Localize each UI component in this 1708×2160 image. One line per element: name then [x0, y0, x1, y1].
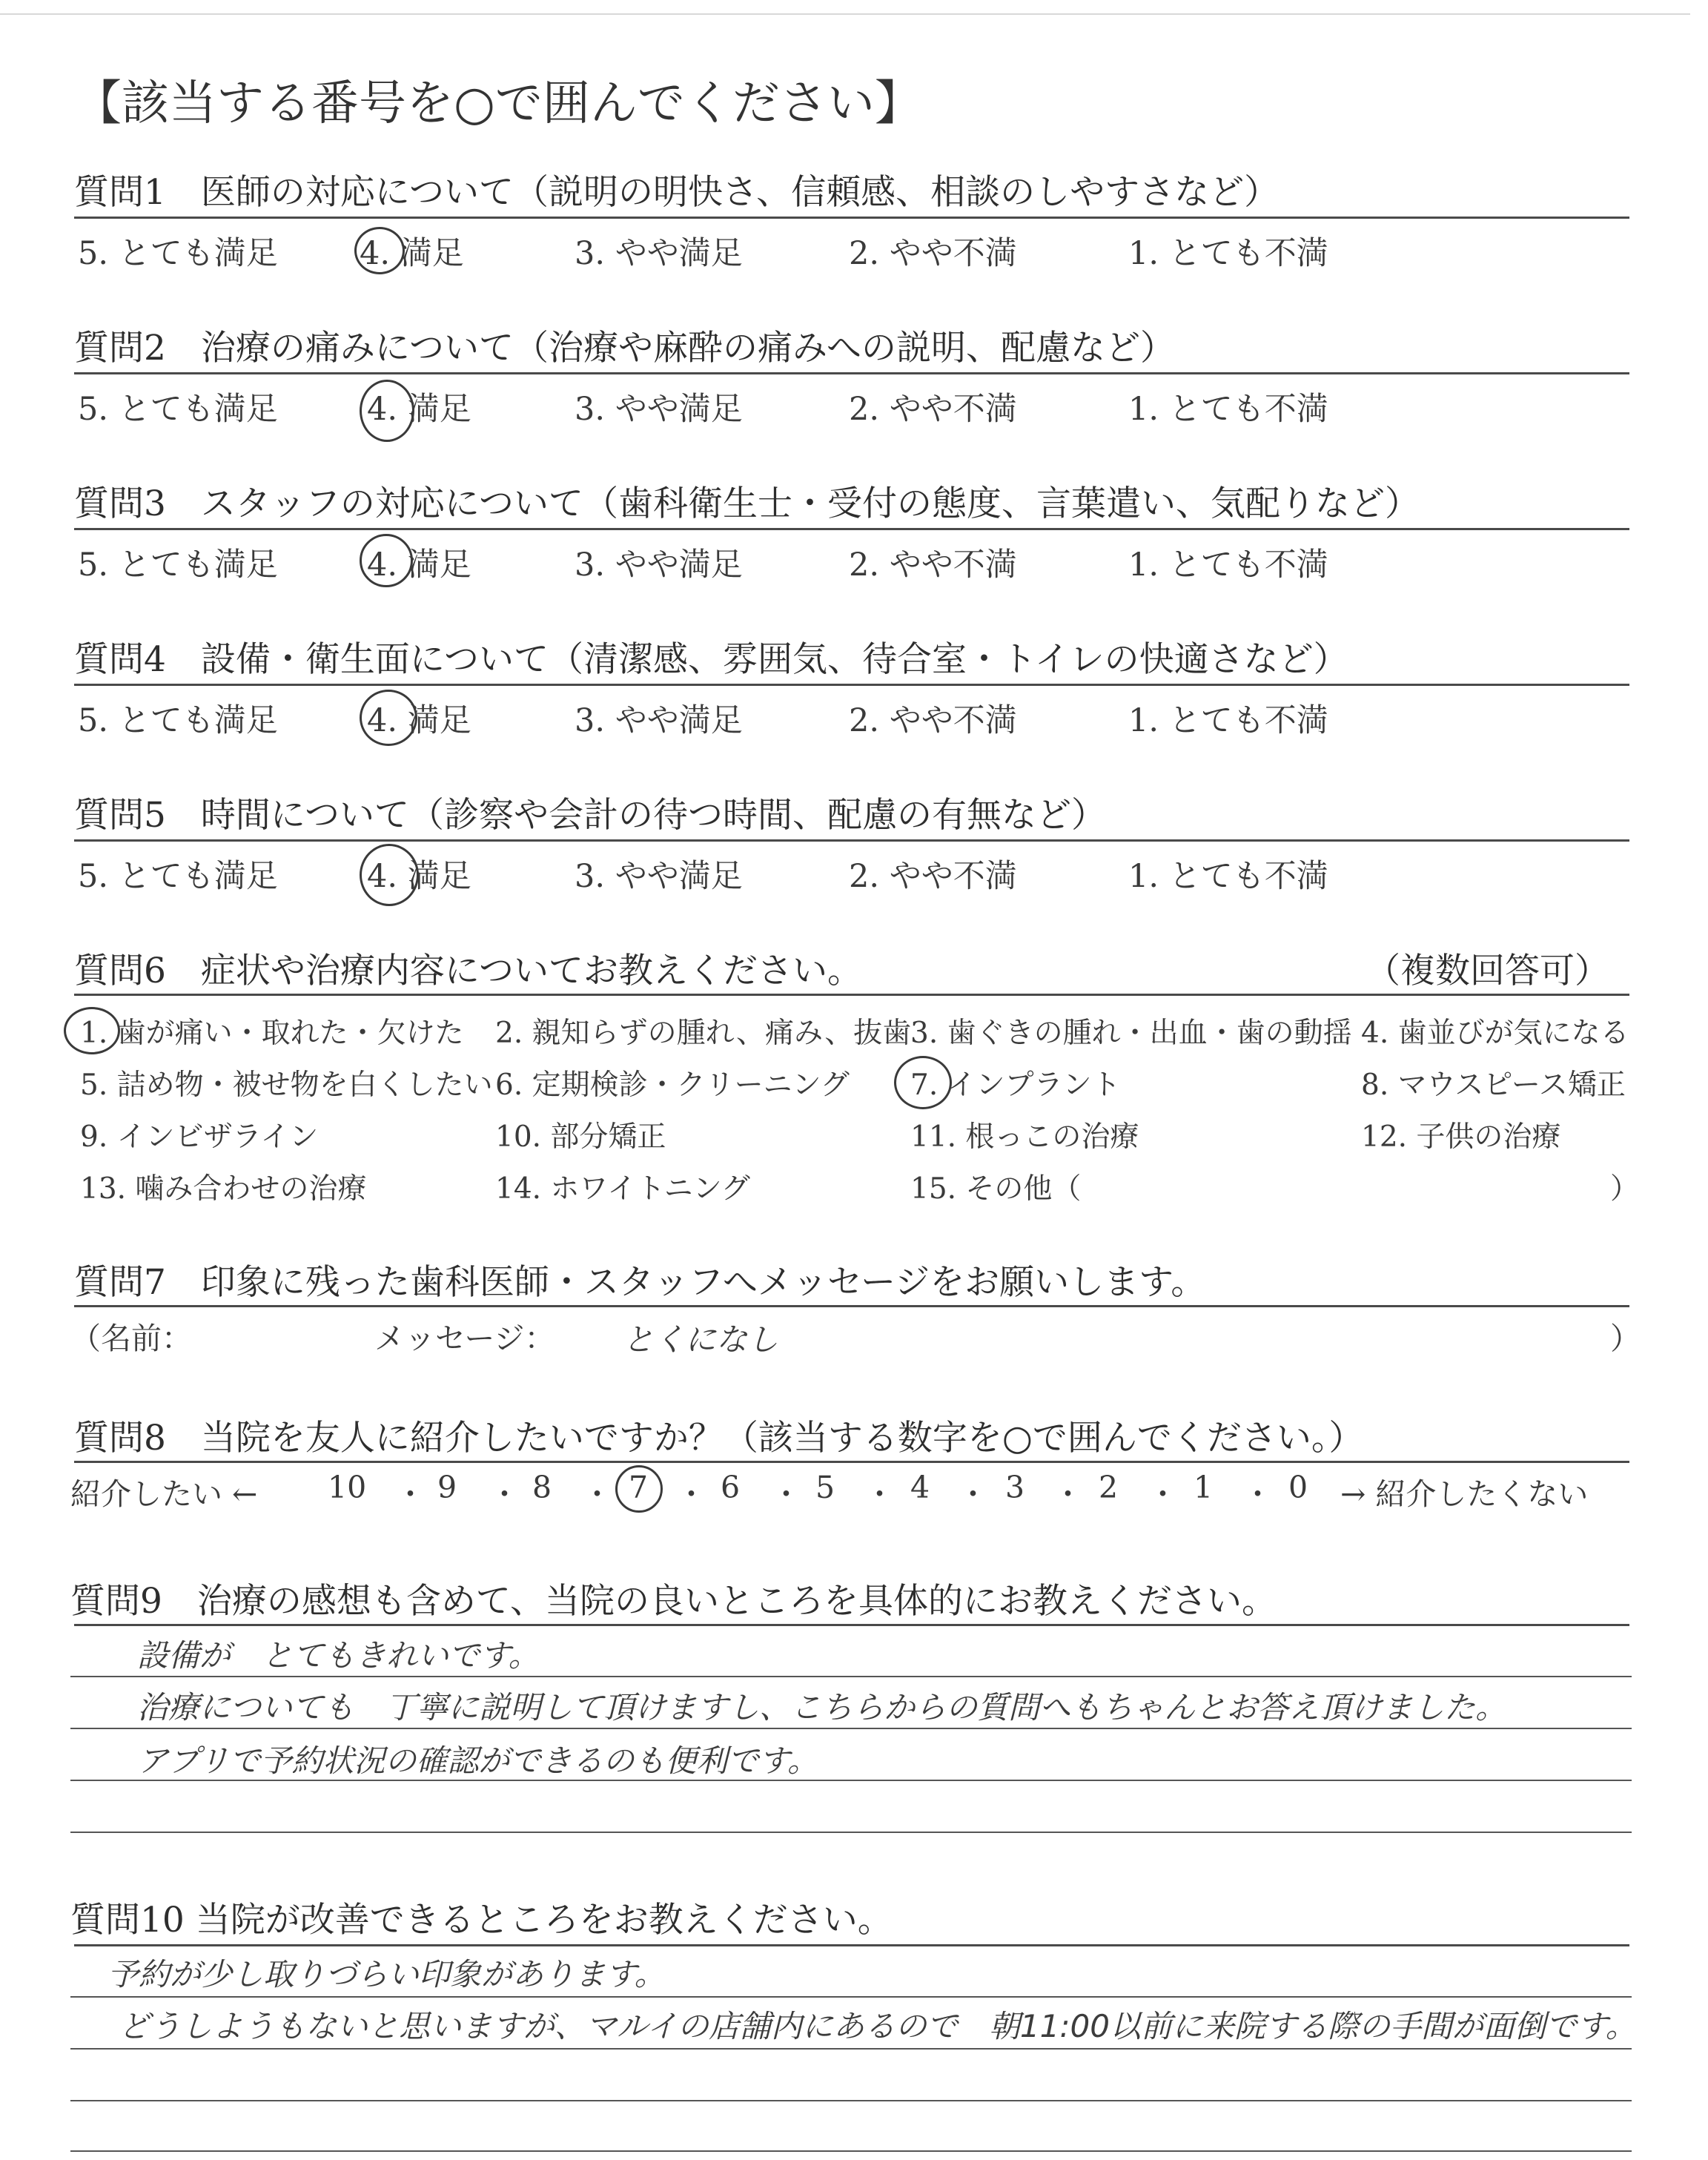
q5-option-3[interactable]: 3. やや満足 — [575, 858, 743, 895]
q7-close-paren: ） — [1610, 1321, 1641, 1356]
q4-option-1[interactable]: 1. とても不満 — [1128, 702, 1328, 739]
q8-scale-sep: ・ — [395, 1476, 426, 1512]
q3-option-3[interactable]: 3. やや満足 — [575, 546, 743, 584]
question-3-rule — [74, 528, 1629, 530]
q6-item-7[interactable]: 7. インプラント — [910, 1069, 1121, 1102]
question-10-label: 質問10 当院が改善できるところをお教えください。 — [70, 1900, 893, 1941]
q8-scale-sep: ・ — [676, 1476, 706, 1512]
q8-scale-sep: ・ — [582, 1476, 612, 1512]
q5-option-1[interactable]: 1. とても不満 — [1128, 858, 1328, 895]
q10-writing-line — [70, 2100, 1632, 2101]
q7-message-value[interactable]: とくになし — [623, 1321, 779, 1358]
q1-option-1[interactable]: 1. とても不満 — [1128, 235, 1328, 272]
question-6-label: 質問6 症状や治療内容についてお教えください。 — [74, 951, 862, 991]
question-2-rule — [74, 372, 1629, 374]
q10-writing-line — [70, 1996, 1632, 1998]
question-5-rule — [74, 839, 1629, 842]
question-9-label: 質問9 治療の感想も含めて、当院の良いところを具体的にお教えください。 — [70, 1581, 1277, 1622]
q8-scale-1[interactable]: 1 — [1194, 1470, 1214, 1505]
q2-option-5[interactable]: 5. とても満足 — [78, 391, 278, 428]
q3-option-5[interactable]: 5. とても満足 — [78, 546, 278, 584]
q8-scale-10[interactable]: 10 — [328, 1470, 367, 1505]
q8-scale-sep: ・ — [489, 1476, 520, 1512]
q8-scale-sep: ・ — [1053, 1476, 1083, 1512]
question-1-label: 質問1 医師の対応について（説明の明快さ、信頼感、相談のしやすさなど） — [74, 172, 1280, 213]
q8-scale-8[interactable]: 8 — [532, 1470, 552, 1505]
q1-option-5[interactable]: 5. とても満足 — [78, 235, 278, 272]
q8-scale-0[interactable]: 0 — [1288, 1470, 1308, 1505]
q5-option-5[interactable]: 5. とても満足 — [78, 858, 278, 895]
q5-option-4[interactable]: 4. 満足 — [367, 858, 471, 895]
q4-option-2[interactable]: 2. やや不満 — [849, 702, 1017, 739]
q9-writing-line — [70, 1832, 1632, 1833]
q3-option-1[interactable]: 1. とても不満 — [1128, 546, 1328, 584]
q1-option-3[interactable]: 3. やや満足 — [575, 235, 743, 272]
q7-message-label: メッセージ： — [374, 1321, 555, 1356]
q2-option-2[interactable]: 2. やや不満 — [849, 391, 1017, 428]
q8-left-label: 紹介したい ← — [70, 1476, 258, 1512]
q2-option-4[interactable]: 4. 満足 — [367, 391, 471, 428]
question-8-rule — [74, 1461, 1629, 1463]
q6-item-3[interactable]: 3. 歯ぐきの腫れ・出血・歯の動揺 — [910, 1017, 1352, 1050]
q5-selection-circle — [360, 844, 419, 906]
question-3-label: 質問3 スタッフの対応について（歯科衛生士・受付の態度、言葉遣い、気配りなど） — [74, 483, 1420, 524]
q8-scale-5[interactable]: 5 — [815, 1470, 835, 1505]
page-title: 【該当する番号を○で囲んでください】 — [74, 76, 922, 131]
scan-top-edge — [0, 13, 1690, 15]
q10-writing-line — [70, 2048, 1632, 2050]
q9-writing-line — [70, 1676, 1632, 1677]
q6-item-11[interactable]: 11. 根っこの治療 — [910, 1120, 1139, 1154]
question-6-rule — [74, 994, 1629, 996]
q6-item-5[interactable]: 5. 詰め物・被せ物を白くしたい — [80, 1069, 493, 1102]
q6-item-15-close-paren: ） — [1610, 1172, 1640, 1206]
q6-item-14[interactable]: 14. ホワイトニング — [495, 1172, 750, 1206]
q10-writing-line — [70, 2150, 1632, 2152]
q1-option-4[interactable]: 4. 満足 — [360, 235, 464, 272]
question-6-multiple-note: （複数回答可） — [1366, 951, 1609, 991]
q1-selection-circle — [354, 227, 405, 274]
q6-item-8[interactable]: 8. マウスピース矯正 — [1361, 1069, 1626, 1102]
question-5-label: 質問5 時間について（診察や会計の待つ時間、配慮の有無など） — [74, 795, 1106, 836]
q8-scale-9[interactable]: 9 — [437, 1470, 457, 1505]
q7-name-label: （名前： — [70, 1321, 192, 1356]
q8-scale-2[interactable]: 2 — [1099, 1470, 1119, 1505]
q6-item-7-circle — [894, 1056, 952, 1109]
question-1-rule — [74, 217, 1629, 219]
q2-option-3[interactable]: 3. やや満足 — [575, 391, 743, 428]
q9-writing-line — [70, 1780, 1632, 1781]
question-4-label: 質問4 設備・衛生面について（清潔感、雰囲気、待合室・トイレの快適さなど） — [74, 639, 1348, 680]
q8-scale-4[interactable]: 4 — [910, 1470, 930, 1505]
question-10-rule — [74, 1944, 1629, 1946]
q6-item-15[interactable]: 15. その他（ — [910, 1172, 1082, 1206]
q6-item-9[interactable]: 9. インビザライン — [80, 1120, 319, 1154]
q8-selection-circle — [615, 1465, 663, 1513]
q9-answer-line-1[interactable]: 設備が とてもきれいです。 — [137, 1637, 540, 1674]
q8-scale-3[interactable]: 3 — [1005, 1470, 1025, 1505]
q4-option-4[interactable]: 4. 満足 — [367, 702, 471, 739]
q6-item-1-circle — [64, 1007, 120, 1054]
q9-writing-line — [70, 1728, 1632, 1729]
q9-answer-line-3[interactable]: アプリで予約状況の確認ができるのも便利です。 — [137, 1743, 818, 1779]
q8-scale-sep: ・ — [958, 1476, 988, 1512]
q4-selection-circle — [360, 690, 417, 746]
q6-item-6[interactable]: 6. 定期検診・クリーニング — [495, 1069, 850, 1102]
q3-option-4[interactable]: 4. 満足 — [367, 546, 471, 584]
q6-item-10[interactable]: 10. 部分矯正 — [495, 1120, 666, 1154]
q1-option-2[interactable]: 2. やや不満 — [849, 235, 1017, 272]
question-7-rule — [74, 1305, 1629, 1307]
question-7-label: 質問7 印象に残った歯科医師・スタッフへメッセージをお願いします。 — [74, 1262, 1206, 1303]
q6-item-12[interactable]: 12. 子供の治療 — [1361, 1120, 1561, 1154]
q8-scale-sep: ・ — [771, 1476, 801, 1512]
q4-option-5[interactable]: 5. とても満足 — [78, 702, 278, 739]
q8-right-label: → 紹介したくない — [1340, 1476, 1589, 1512]
q8-scale-7[interactable]: 7 — [629, 1470, 649, 1505]
q6-item-1[interactable]: 1. 歯が痛い・取れた・欠けた — [80, 1017, 464, 1050]
q6-item-13[interactable]: 13. 噛み合わせの治療 — [80, 1172, 367, 1206]
q10-answer-line-1[interactable]: 予約が少し取りづらい印象があります。 — [107, 1956, 666, 1992]
q8-scale-sep: ・ — [1242, 1476, 1273, 1512]
q2-option-1[interactable]: 1. とても不満 — [1128, 391, 1328, 428]
question-8-label: 質問8 当院を友人に紹介したいですか？（該当する数字を○で囲んでください。） — [74, 1418, 1364, 1459]
q8-scale-6[interactable]: 6 — [721, 1470, 741, 1505]
q2-selection-circle — [360, 380, 414, 442]
question-9-rule — [74, 1624, 1629, 1626]
q8-scale-sep: ・ — [864, 1476, 895, 1512]
q3-selection-circle — [360, 534, 413, 587]
q8-scale-sep: ・ — [1148, 1476, 1178, 1512]
q9-answer-line-2[interactable]: 治療についても 丁寧に説明して頂けますし、こちらからの質問へもちゃんとお答え頂けました。 — [137, 1689, 1507, 1725]
q4-option-3[interactable]: 3. やや満足 — [575, 702, 743, 739]
question-2-label: 質問2 治療の痛みについて（治療や麻酔の痛みへの説明、配慮など） — [74, 328, 1176, 369]
question-4-rule — [74, 684, 1629, 686]
q5-option-2[interactable]: 2. やや不満 — [849, 858, 1017, 895]
q3-option-2[interactable]: 2. やや不満 — [849, 546, 1017, 584]
q6-item-4[interactable]: 4. 歯並びが気になる — [1361, 1017, 1629, 1050]
q10-answer-line-2[interactable]: どうしようもないと思いますが、マルイの店舗内にあるので 朝11:00以前に来院する際の手間が面倒です。 — [119, 2008, 1637, 2044]
q6-item-2[interactable]: 2. 親知らずの腫れ、痛み、抜歯 — [495, 1017, 912, 1050]
